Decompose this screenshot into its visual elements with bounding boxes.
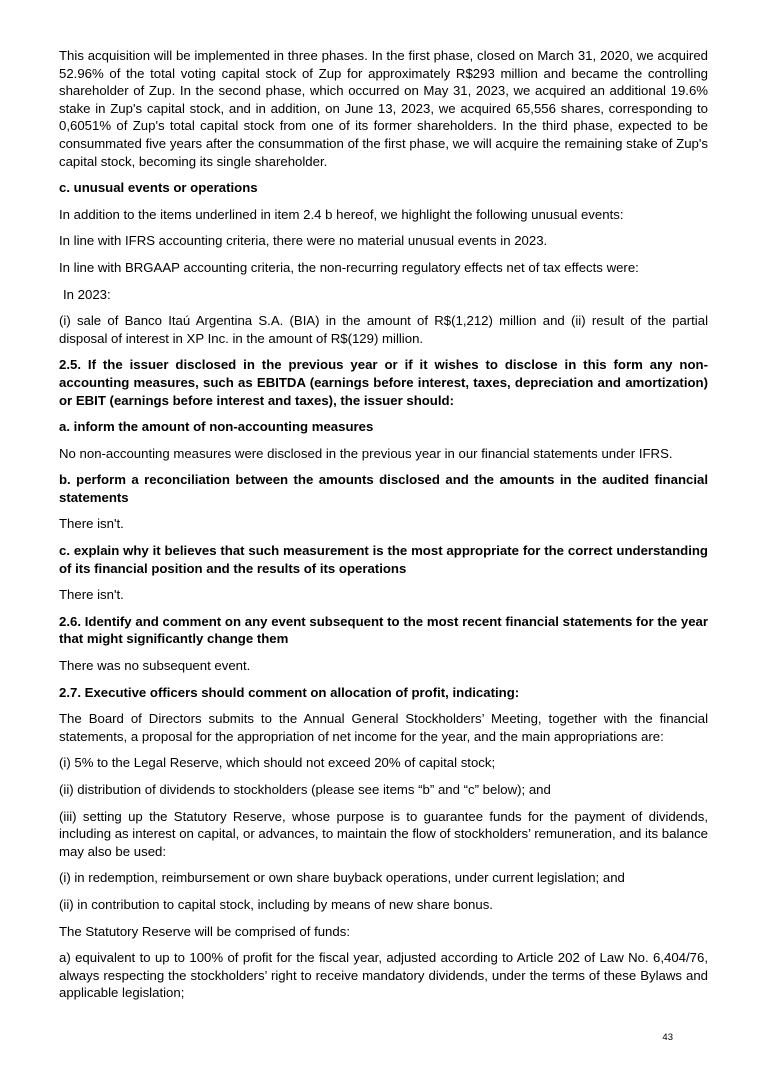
- body-paragraph: In 2023:: [63, 286, 111, 302]
- section-heading: 2.7. Executive officers should comment on allocation of profit, indicating:: [59, 684, 520, 700]
- body-paragraph: (i) in redemption, reimbursement or own share buyback operations, under current legislation; and: [59, 870, 625, 886]
- body-paragraph: In line with BRGAAP accounting criteria, the non-recurring regulatory effects net of tax effects were:: [59, 259, 639, 275]
- body-paragraph: (ii) distribution of dividends to stockholders (please see items “b” and “c” below); and: [59, 782, 551, 797]
- body-paragraph: In line with IFRS accounting criteria, there were no material unusual events in 2023.: [59, 233, 548, 249]
- body-paragraph: (i) sale of Banco Itaú Argentina S.A. (BIA) in the amount of R$(1,212) million and (ii) result of the partial disposal of interest in XP Inc. in the amount of R$(129) million.: [59, 313, 708, 346]
- section-heading: a. inform the amount of non-accounting measures: [59, 419, 374, 435]
- body-paragraph: In addition to the items underlined in item 2.4 b hereof, we highlight the following unusual events:: [59, 206, 624, 222]
- body-paragraph: This acquisition will be implemented in three phases. In the first phase, closed on March 31, 2020, we acquired 52.96% of the total voting capital stock of Zup for approximately R$293 million and became the controlling shareholder of Zup. In the second phase, which occurred on May 31, 2023, we acquired an additional 19.6% stake in Zup's capital stock, and in addition, on June 13, 2023, we acquired 65,556 shares, corresponding to 0,6051% of Zup's total capital stock from one of its former shareholders. In the third phase, expected to be consummated five years after the consummation of the first phase, we will acquire the remaining stake of Zup's capital stock, becoming its single shareholder.: [59, 48, 708, 169]
- section-heading: b. perform a reconciliation between the amounts disclosed and the amounts in the audited financial statements: [59, 472, 708, 505]
- section-heading: c. explain why it believes that such measurement is the most appropriate for the correct understanding of its financial position and the results of its operations: [59, 543, 708, 576]
- body-paragraph: There isn't.: [59, 587, 124, 603]
- body-paragraph: There was no subsequent event.: [59, 658, 251, 674]
- body-paragraph: The Board of Directors submits to the Annual General Stockholders’ Meeting, together with the financial statements, a proposal for the appropriation of net income for the year, and the main appropriations are:: [59, 711, 708, 744]
- body-paragraph: No non-accounting measures were disclosed in the previous year in our financial statements under IFRS.: [59, 445, 673, 461]
- body-paragraph: (ii) in contribution to capital stock, including by means of new share bonus.: [59, 896, 493, 912]
- section-heading: 2.5. If the issuer disclosed in the previous year or if it wishes to disclose in this form any non-accounting measures, such as EBITDA (earnings before interest, taxes, depreciation and amortization) or EBIT (earnings before interest and taxes), the issuer should:: [59, 357, 708, 408]
- body-paragraph: a) equivalent to up to 100% of profit for the fiscal year, adjusted according to Article 202 of Law No. 6,404/76, always respecting the stockholders’ right to receive mandatory dividends, under the terms of these Bylaws and applicable legislation;: [59, 950, 708, 1001]
- section-heading: c. unusual events or operations: [59, 180, 258, 196]
- body-paragraph: (iii) setting up the Statutory Reserve, whose purpose is to guarantee funds for the payment of dividends, including as interest on capital, or advances, to maintain the flow of stockholders’ remuneration, and its balance may also be used:: [59, 808, 708, 859]
- body-paragraph: The Statutory Reserve will be comprised of funds:: [59, 923, 350, 939]
- body-paragraph: (i) 5% to the Legal Reserve, which should not exceed 20% of capital stock;: [59, 755, 496, 771]
- body-paragraph: There isn't.: [59, 516, 124, 532]
- document-body: [59, 47, 708, 1002]
- section-heading: 2.6. Identify and comment on any event subsequent to the most recent financial statements for the year that might significantly change them: [59, 613, 708, 647]
- page-number: 43: [662, 1032, 673, 1043]
